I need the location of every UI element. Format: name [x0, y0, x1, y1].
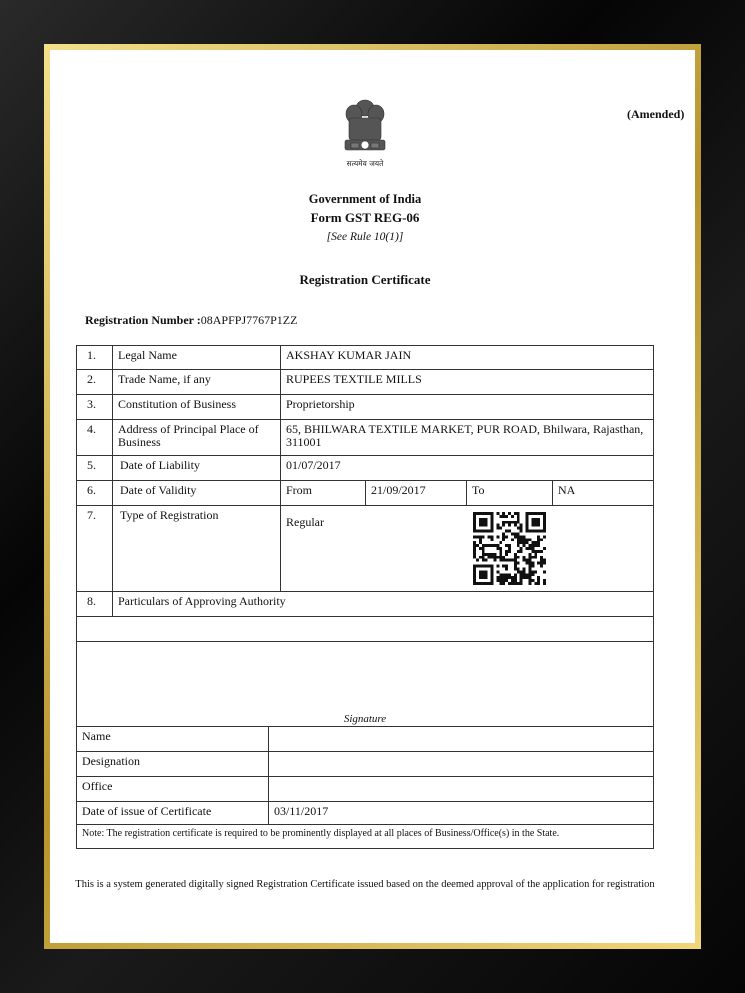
- display-note: Note: The registration certificate is required to be prominently displayed at all places of Business/Office(s) in the State.: [76, 824, 654, 849]
- amended-label: (Amended): [627, 107, 685, 121]
- registration-number-line: [85, 313, 297, 328]
- row-2-number: 2.: [76, 369, 113, 395]
- row-6-number: 6.: [76, 480, 113, 506]
- rule-reference: [See Rule 10(1)]: [326, 231, 404, 243]
- row-7-number: 7.: [76, 505, 113, 592]
- liability-date-value: 01/07/2017: [280, 455, 654, 481]
- qr-code-icon: [473, 512, 546, 585]
- signature-label: Signature: [343, 713, 387, 725]
- blank-row: [76, 616, 654, 642]
- row-1-label: Legal Name: [112, 345, 281, 370]
- national-emblem-icon: [335, 94, 395, 174]
- registration-type-value: Regular: [280, 505, 654, 592]
- validity-from-label: From: [280, 480, 366, 506]
- issue-date-value: 03/11/2017: [268, 801, 654, 825]
- row-2-label: Trade Name, if any: [112, 369, 281, 395]
- constitution-value: Proprietorship: [280, 394, 654, 420]
- government-title: Government of India: [308, 192, 422, 206]
- authority-designation-label: Designation: [76, 751, 269, 777]
- authority-name-label: Name: [76, 726, 269, 752]
- emblem-caption: सत्यमेव जयते: [346, 159, 384, 168]
- row-1-number: 1.: [76, 345, 113, 370]
- system-generated-footer: This is a system generated digitally signed Registration Certificate issued based on the deemed approval of the application for registration: [75, 879, 655, 890]
- address-value: 65, BHILWARA TEXTILE MARKET, PUR ROAD, Bhilwara, Rajasthan, 311001: [280, 419, 654, 456]
- form-title: Form GST REG-06: [310, 210, 420, 225]
- registration-number-label: Registration Number :: [85, 313, 201, 327]
- row-8-label: Particulars of Approving Authority: [112, 591, 654, 617]
- row-8-number: 8.: [76, 591, 113, 617]
- validity-from-value: 21/09/2017: [365, 480, 467, 506]
- registration-number: 08APFPJ7767P1ZZ: [200, 313, 298, 327]
- row-4-label: Address of Principal Place of Business: [112, 419, 281, 456]
- row-7-label: Type of Registration: [112, 505, 281, 592]
- trade-name-value: RUPEES TEXTILE MILLS: [280, 369, 654, 395]
- row-3-label: Constitution of Business: [112, 394, 281, 420]
- row-6-label: Date of Validity: [112, 480, 281, 506]
- validity-to-value: NA: [552, 480, 654, 506]
- authority-office-label: Office: [76, 776, 269, 802]
- issue-date-label: Date of issue of Certificate: [76, 801, 269, 825]
- legal-name-value: AKSHAY KUMAR JAIN: [280, 345, 654, 370]
- row-4-number: 4.: [76, 419, 113, 456]
- row-3-number: 3.: [76, 394, 113, 420]
- row-5-number: 5.: [76, 455, 113, 481]
- authority-name-value: [268, 726, 654, 752]
- validity-to-label: To: [466, 480, 553, 506]
- certificate-title: Registration Certificate: [299, 272, 431, 287]
- row-5-label: Date of Liability: [112, 455, 281, 481]
- authority-office-value: [268, 776, 654, 802]
- authority-designation-value: [268, 751, 654, 777]
